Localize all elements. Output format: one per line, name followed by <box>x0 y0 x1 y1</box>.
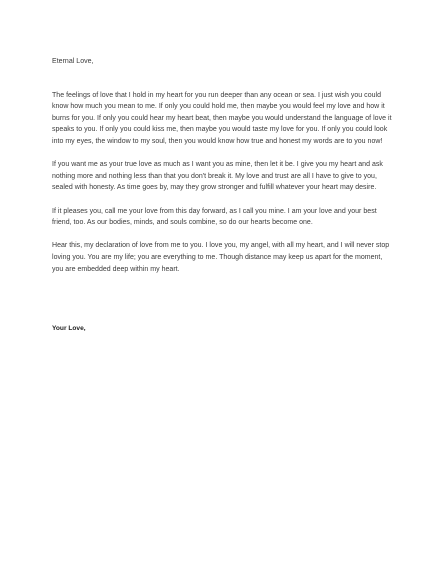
closing-signature: Your Love, <box>52 325 86 332</box>
paragraph-4: Hear this, my declaration of love from me to you. I love you, my angel, with all my heart, and I will never stop loving you. You are my life; you are everything to me. Though distance may keep us apart for the moment, you are embedded deep within my heart. <box>52 242 390 273</box>
salutation: Eternal Love, <box>52 58 94 65</box>
paragraph-2: If you want me as your true love as much as I want you as mine, then let it be. I give you my heart and ask nothing more and nothing less than that you don't break it. My love and trust are all I have to give to you, sealed with honesty. As time goes by, may they grow stronger and fulfill whatever your heart may desire. <box>52 161 383 192</box>
letter-body <box>52 56 394 287</box>
paragraph-3: If it pleases you, call me your love from this day forward, as I call you mine. I am your love and your best friend, too. As our bodies, minds, and souls combine, so do our hearts become one. <box>52 207 377 227</box>
paragraph-1: The feelings of love that I hold in my heart for you run deeper than any ocean or sea. I just wish you could know how much you mean to me. If only you could hold me, then maybe you would feel my love and how it burns for you. If only you could hear my heart beat, then maybe you would understand the language of love it speaks to you. If only you could kiss me, then maybe you would taste my love for you. If only you could look into my eyes, the window to my soul, then you would know how true and honest my words are to you now! <box>52 91 392 145</box>
